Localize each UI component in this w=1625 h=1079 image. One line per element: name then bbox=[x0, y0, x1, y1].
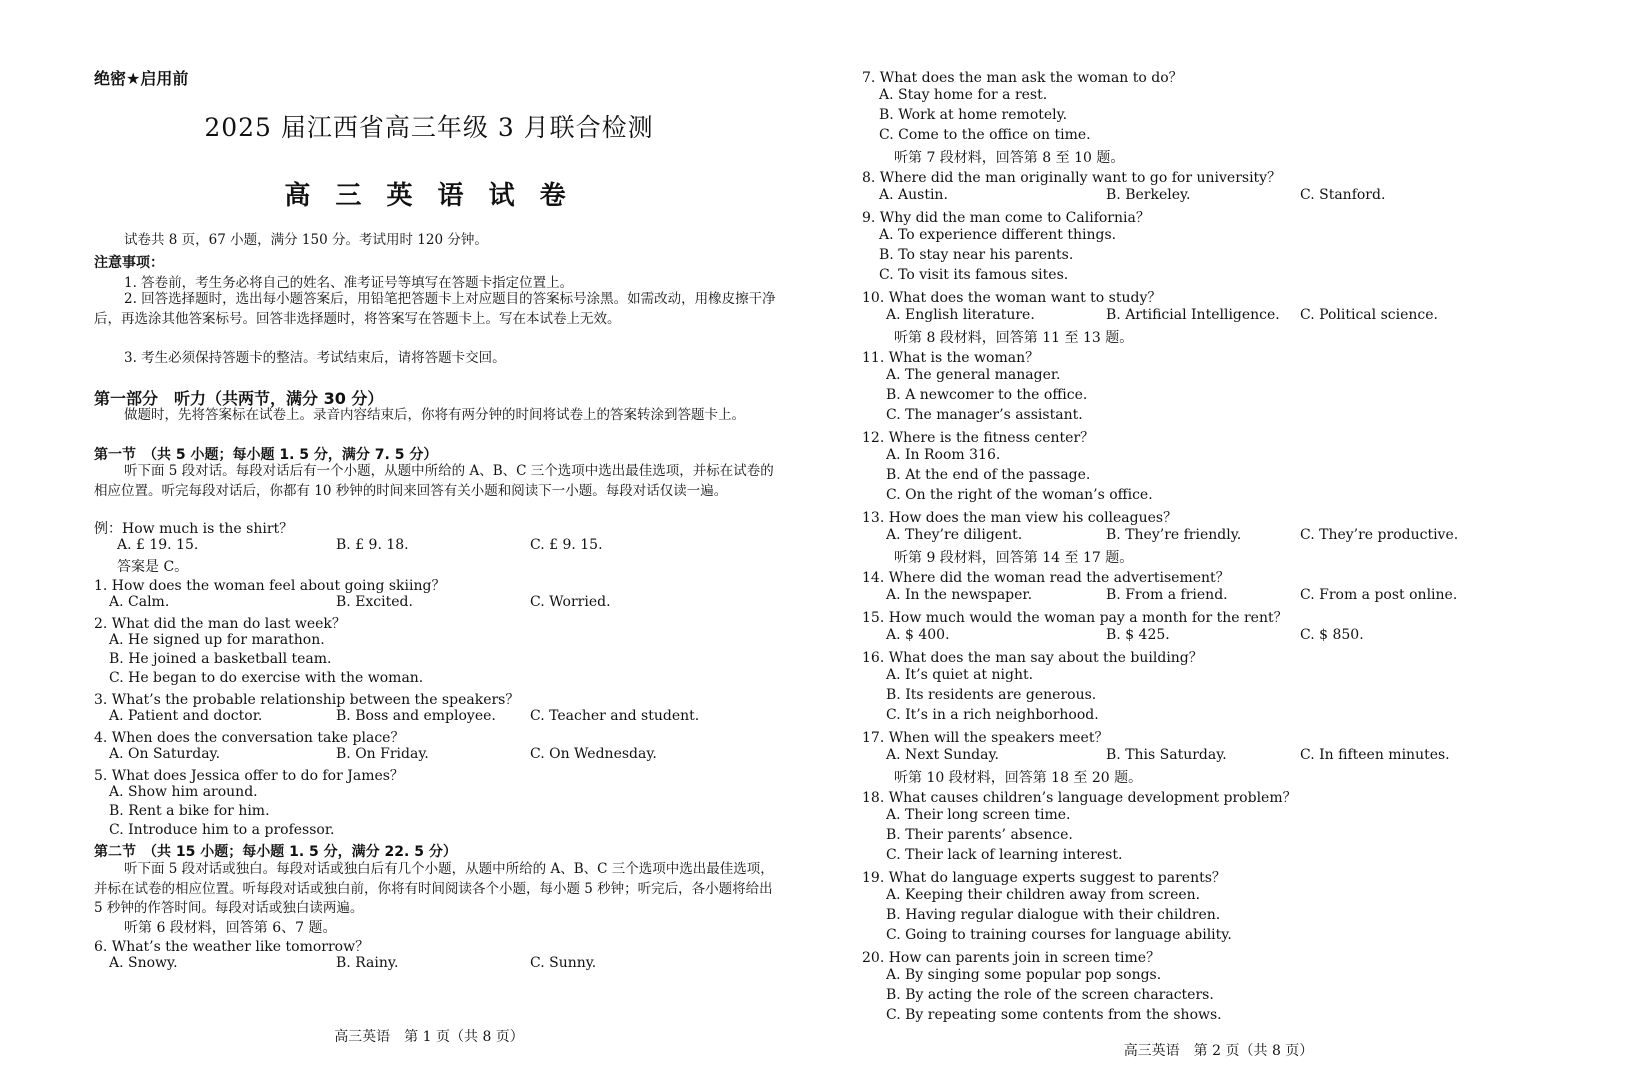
question-5: 5. What does Jessica offer to do for James？ bbox=[94, 768, 404, 784]
q4-option-a: A. On Saturday. bbox=[109, 746, 221, 762]
q12-option-a: A. In Room 316. bbox=[886, 447, 1001, 463]
segment-6-instruction: 听第 6 段材料，回答第 6、7 题。 bbox=[124, 920, 337, 936]
example-option-c: C. £ 9. 15. bbox=[530, 537, 603, 553]
q11-option-c: C. The manager’s assistant. bbox=[886, 407, 1083, 423]
question-10: 10. What does the woman want to study？ bbox=[862, 290, 1162, 306]
q19-option-a: A. Keeping their children away from screen. bbox=[886, 887, 1201, 903]
q15-option-b: B. $ 425. bbox=[1106, 627, 1170, 643]
q10-option-c: C. Political science. bbox=[1300, 307, 1438, 323]
segment-9-instruction: 听第 9 段材料，回答第 14 至 17 题。 bbox=[894, 550, 1134, 566]
q14-option-a: A. In the newspaper. bbox=[886, 587, 1033, 603]
q5-option-c: C. Introduce him to a professor. bbox=[109, 822, 335, 838]
page-footer: 高三英语 第 1 页（共 8 页） bbox=[334, 1029, 524, 1045]
q12-option-c: C. On the right of the woman’s office. bbox=[886, 487, 1153, 503]
question-20: 20. How can parents join in screen time？ bbox=[862, 950, 1161, 966]
notice-item-2: 2. 回答选择题时，选出每小题答案后，用铅笔把答题卡上对应题目的答案标号涂黑。如需改动，用橡皮擦干净后，再选涂其他答案标号。回答非选择题时，将答案写在答题卡上。写在本试卷上无效。 bbox=[94, 291, 776, 327]
question-3: 3. What’s the probable relationship between the speakers？ bbox=[94, 692, 520, 708]
q13-option-c: C. They’re productive. bbox=[1300, 527, 1459, 543]
q12-option-b: B. At the end of the passage. bbox=[886, 467, 1091, 483]
q9-option-b: B. To stay near his parents. bbox=[879, 247, 1074, 263]
q15-option-a: A. $ 400. bbox=[886, 627, 950, 643]
question-17: 17. When will the speakers meet？ bbox=[862, 730, 1109, 746]
q6-option-b: B. Rainy. bbox=[336, 955, 399, 971]
q13-option-b: B. They’re friendly. bbox=[1106, 527, 1242, 543]
q18-option-c: C. Their lack of learning interest. bbox=[886, 847, 1123, 863]
q13-option-a: A. They’re diligent. bbox=[886, 527, 1023, 543]
section2-heading: 第二节 （共 15 小题；每小题 1. 5 分，满分 22. 5 分） bbox=[94, 844, 457, 860]
question-19: 19. What do language experts suggest to parents？ bbox=[862, 870, 1226, 886]
question-13: 13. How does the man view his colleagues？ bbox=[862, 510, 1178, 526]
q7-option-a: A. Stay home for a rest. bbox=[879, 87, 1048, 103]
q6-option-a: A. Snowy. bbox=[109, 955, 178, 971]
q16-option-a: A. It’s quiet at night. bbox=[886, 667, 1034, 683]
example-option-a: A. £ 19. 15. bbox=[117, 537, 199, 553]
q10-option-b: B. Artificial Intelligence. bbox=[1106, 307, 1280, 323]
segment-8-instruction: 听第 8 段材料，回答第 11 至 13 题。 bbox=[894, 330, 1134, 346]
segment-7-instruction: 听第 7 段材料，回答第 8 至 10 题。 bbox=[894, 150, 1125, 166]
q2-option-b: B. He joined a basketball team. bbox=[109, 651, 332, 667]
q14-option-b: B. From a friend. bbox=[1106, 587, 1228, 603]
exam-intro: 试卷共 8 页，67 小题，满分 150 分。考试用时 120 分钟。 bbox=[124, 232, 488, 248]
notice-item-1: 1. 答卷前，考生务必将自己的姓名、准考证号等填写在答题卡指定位置上。 bbox=[124, 275, 574, 291]
question-11: 11. What is the woman？ bbox=[862, 350, 1040, 366]
q9-option-c: C. To visit its famous sites. bbox=[879, 267, 1069, 283]
question-15: 15. How much would the woman pay a month for the rent？ bbox=[862, 610, 1288, 626]
q10-option-a: A. English literature. bbox=[886, 307, 1035, 323]
q7-option-b: B. Work at home remotely. bbox=[879, 107, 1068, 123]
q18-option-a: A. Their long screen time. bbox=[886, 807, 1071, 823]
q20-option-a: A. By singing some popular pop songs. bbox=[886, 967, 1162, 983]
q8-option-b: B. Berkeley. bbox=[1106, 187, 1191, 203]
q18-option-b: B. Their parents’ absence. bbox=[886, 827, 1073, 843]
q17-option-b: B. This Saturday. bbox=[1106, 747, 1227, 763]
q1-option-a: A. Calm. bbox=[109, 594, 170, 610]
page-2 bbox=[812, 0, 1625, 1079]
part1-instructions: 做题时，先将答案标在试卷上。录音内容结束后，你将有两分钟的时间将试卷上的答案转涂到答题卡上。 bbox=[124, 407, 745, 423]
question-6: 6. What’s the weather like tomorrow？ bbox=[94, 939, 370, 955]
q8-option-c: C. Stanford. bbox=[1300, 187, 1386, 203]
segment-10-instruction: 听第 10 段材料，回答第 18 至 20 题。 bbox=[894, 770, 1143, 786]
q16-option-c: C. It’s in a rich neighborhood. bbox=[886, 707, 1099, 723]
example-question: 例：How much is the shirt？ bbox=[94, 521, 294, 537]
q9-option-a: A. To experience different things. bbox=[879, 227, 1117, 243]
question-16: 16. What does the man say about the building？ bbox=[862, 650, 1203, 666]
q14-option-c: C. From a post online. bbox=[1300, 587, 1458, 603]
question-9: 9. Why did the man come to California？ bbox=[862, 210, 1150, 226]
q11-option-b: B. A newcomer to the office. bbox=[886, 387, 1088, 403]
question-14: 14. Where did the woman read the advertisement？ bbox=[862, 570, 1230, 586]
exam-subtitle: 高 三 英 语 试 卷 bbox=[284, 181, 574, 211]
section2-instructions: 听下面 5 段对话或独白。每段对话或独白后有几个小题，从题中所给的 A、B、C 三个选项中选出最佳选项，并标在试卷的相应位置。听每段对话或独白前，你将有时间阅读各个小题，每小题 5 秒钟；听完后，各小题将给出 5 秒钟的作答时间。每段对话或独白读两遍。 bbox=[94, 861, 774, 917]
q2-option-c: C. He began to do exercise with the woman. bbox=[109, 670, 424, 686]
question-4: 4. When does the conversation take place？ bbox=[94, 730, 405, 746]
question-18: 18. What causes children’s language development problem？ bbox=[862, 790, 1297, 806]
question-1: 1. How does the woman feel about going skiing？ bbox=[94, 578, 446, 594]
q4-option-b: B. On Friday. bbox=[336, 746, 429, 762]
q7-option-c: C. Come to the office on time. bbox=[879, 127, 1091, 143]
page-footer: 高三英语 第 2 页（共 8 页） bbox=[1123, 1043, 1314, 1059]
example-option-b: B. £ 9. 18. bbox=[336, 537, 409, 553]
q2-option-a: A. He signed up for marathon. bbox=[109, 632, 325, 648]
q4-option-c: C. On Wednesday. bbox=[530, 746, 657, 762]
q17-option-c: C. In fifteen minutes. bbox=[1300, 747, 1450, 763]
example-answer: 答案是 C。 bbox=[117, 559, 189, 575]
q20-option-b: B. By acting the role of the screen characters. bbox=[886, 987, 1214, 1003]
q5-option-a: A. Show him around. bbox=[109, 784, 258, 800]
q15-option-c: C. $ 850. bbox=[1300, 627, 1364, 643]
notice-item-3: 3. 考生必须保持答题卡的整洁。考试结束后，请将答题卡交回。 bbox=[124, 350, 506, 366]
q17-option-a: A. Next Sunday. bbox=[886, 747, 999, 763]
notice-heading: 注意事项： bbox=[94, 255, 164, 271]
q1-option-c: C. Worried. bbox=[530, 594, 611, 610]
question-12: 12. Where is the fitness center？ bbox=[862, 430, 1095, 446]
q8-option-a: A. Austin. bbox=[879, 187, 948, 203]
q3-option-a: A. Patient and doctor. bbox=[109, 708, 263, 724]
part1-heading: 第一部分 听力（共两节，满分 30 分） bbox=[94, 389, 384, 408]
q19-option-c: C. Going to training courses for language ability. bbox=[886, 927, 1232, 943]
section1-instructions: 听下面 5 段对话。每段对话后有一个小题，从题中所给的 A、B、C 三个选项中选出最佳选项，并标在试卷的相应位置。听完每段对话后，你都有 10 秒钟的时间来回答有关小题和阅读下一小题。每段对话仅读一遍。 bbox=[94, 463, 774, 499]
q5-option-b: B. Rent a bike for him. bbox=[109, 803, 270, 819]
page-1 bbox=[0, 0, 812, 1079]
q16-option-b: B. Its residents are generous. bbox=[886, 687, 1097, 703]
question-8: 8. Where did the man originally want to go for university？ bbox=[862, 170, 1282, 186]
q19-option-b: B. Having regular dialogue with their children. bbox=[886, 907, 1221, 923]
confidential-label: 绝密★启用前 bbox=[94, 69, 189, 88]
exam-title: 2025 届江西省高三年级 3 月联合检测 bbox=[204, 113, 654, 142]
question-2: 2. What did the man do last week？ bbox=[94, 616, 346, 632]
section1-heading: 第一节 （共 5 小题；每小题 1. 5 分，满分 7. 5 分） bbox=[94, 447, 438, 463]
question-7: 7. What does the man ask the woman to do？ bbox=[862, 70, 1183, 86]
q11-option-a: A. The general manager. bbox=[886, 367, 1061, 383]
q6-option-c: C. Sunny. bbox=[530, 955, 597, 971]
q20-option-c: C. By repeating some contents from the shows. bbox=[886, 1007, 1222, 1023]
q1-option-b: B. Excited. bbox=[336, 594, 413, 610]
q3-option-c: C. Teacher and student. bbox=[530, 708, 700, 724]
q3-option-b: B. Boss and employee. bbox=[336, 708, 496, 724]
